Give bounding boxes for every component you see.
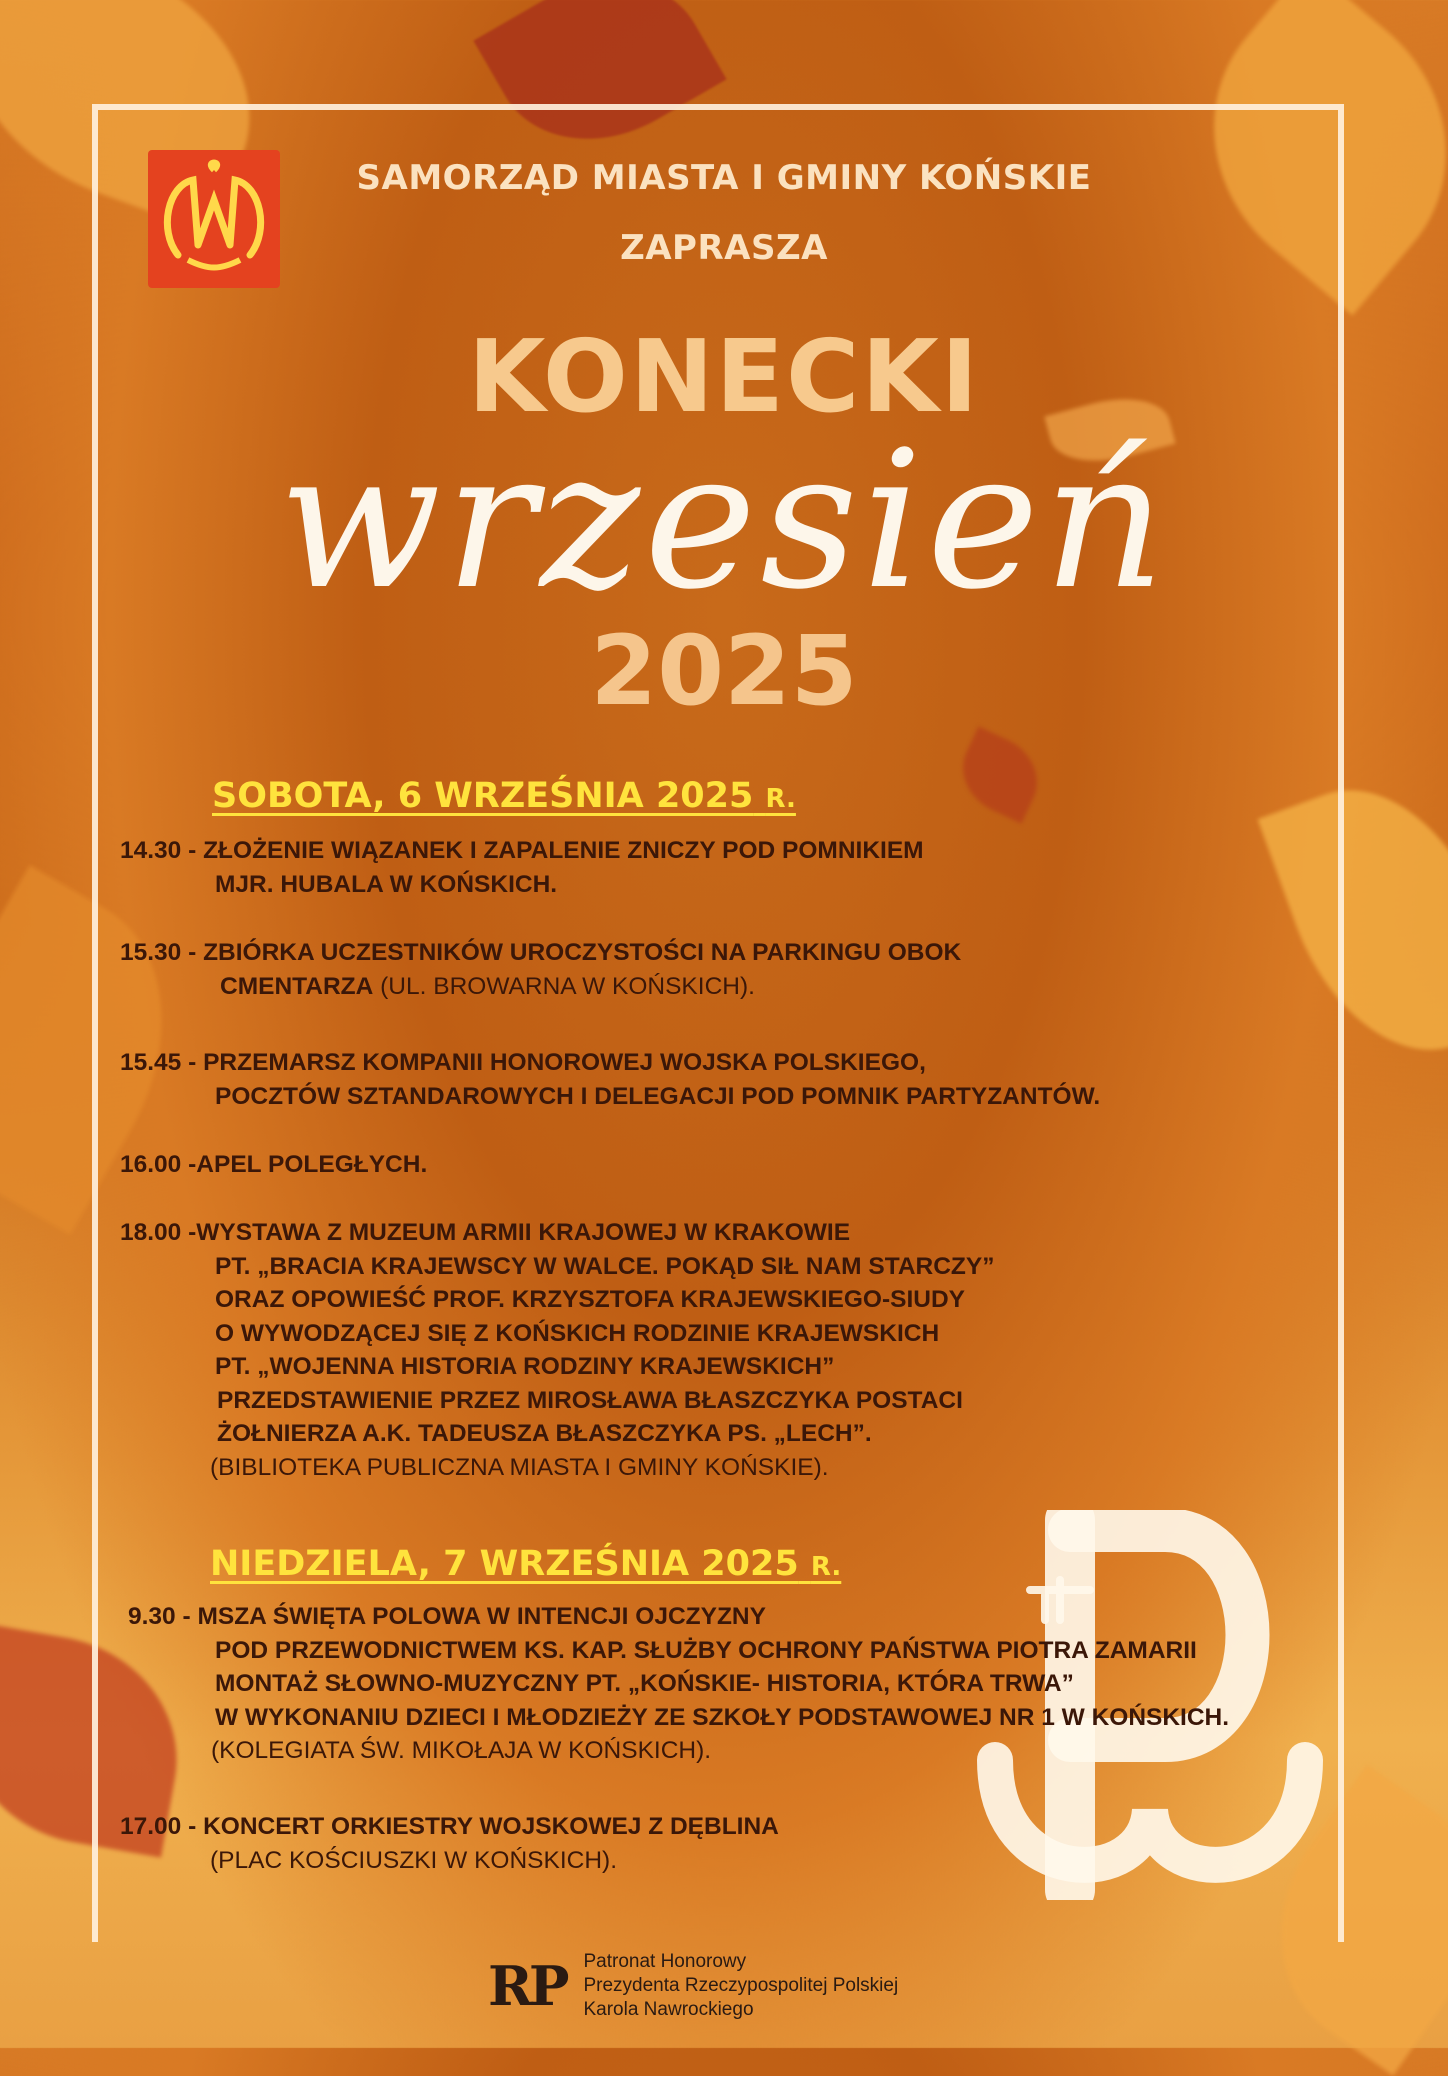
patronage-line-2: Prezydenta Rzeczypospolitej Polskiej: [583, 1975, 899, 1996]
patronage-line-3: Karola Nawrockiego: [583, 1999, 754, 2020]
day-heading-saturday: SOBOTA, 6 WRZEŚNIA 2025 R.: [212, 776, 796, 816]
patronage-block: [488, 1950, 898, 2022]
day-heading-sunday: NIEDZIELA, 7 WRZEŚNIA 2025 R.: [210, 1544, 842, 1584]
title-wrzesien: wrzesień: [278, 410, 1170, 631]
patronage-line-1: Patronat Honorowy: [583, 1951, 747, 1972]
rp-logo: RP: [488, 1954, 566, 2018]
event-0930: 9.30 - MSZA ŚWIĘTA POLOWA W INTENCJI OJCZYZNY POD PRZEWODNICTWEM KS. KAP. SŁUŻBY OCHRONY PAŃSTWA PIOTRA ZAMARII MONTAŻ SŁOWNO-MUZYCZNY PT. „KOŃSKIE- HISTORIA, KTÓRA TRWA” W WYKONANIU DZIECI I MŁODZIEŻY ZE SZKOŁY PODSTAWOWEJ NR 1 W KOŃSKICH. (KOLEGIATA ŚW. MIKOŁAJA W KOŃSKICH).: [128, 1603, 1230, 1764]
title-year: 2025: [590, 615, 858, 727]
title-konecki: KONECKI: [467, 318, 981, 435]
invites-text: ZAPRASZA: [620, 228, 828, 268]
event-1530: 15.30 - ZBIÓRKA UCZESTNIKÓW UROCZYSTOŚCI NA PARKINGU OBOK CMENTARZA (UL. BROWARNA W KOŃSKICH).: [120, 939, 962, 1000]
event-1700: 17.00 - KONCERT ORKIESTRY WOJSKOWEJ Z DĘBLINA (PLAC KOŚCIUSZKI W KOŃSKICH).: [120, 1813, 779, 1874]
event-1545: 15.45 - PRZEMARSZ KOMPANII HONOROWEJ WOJSKA POLSKIEGO, POCZTÓW SZTANDAROWYCH I DELEGACJI POD POMNIK PARTYZANTÓW.: [120, 1049, 1101, 1110]
event-1430: 14.30 - ZŁOŻENIE WIĄZANEK I ZAPALENIE ZNICZY POD POMNIKIEM MJR. HUBALA W KOŃSKICH.: [120, 837, 924, 898]
org-name: SAMORZĄD MIASTA I GMINY KOŃSKIE: [356, 158, 1092, 198]
event-1800: 18.00 -WYSTAWA Z MUZEUM ARMII KRAJOWEJ W KRAKOWIE PT. „BRACIA KRAJEWSCY W WALCE. POKĄD SIŁ NAM STARCZY” ORAZ OPOWIEŚĆ PROF. KRZYSZTOFA KRAJEWSKIEGO-SIUDY O WYWODZĄCEJ SIĘ Z KOŃSKICH RODZINIE KRAJEWSKICH PT. „WOJENNA HISTORIA RODZINY KRAJEWSKICH” PRZEDSTAWIENIE PRZEZ MIROSŁAWA BŁASZCZYKA POSTACI ŻOŁNIERZA A.K. TADEUSZA BŁASZCZYKA PS. „LECH”. (BIBLIOTEKA PUBLICZNA MIASTA I GMINY KOŃSKIE).: [120, 1219, 995, 1481]
event-1600: 16.00 -APEL POLEGŁYCH.: [120, 1151, 428, 1178]
